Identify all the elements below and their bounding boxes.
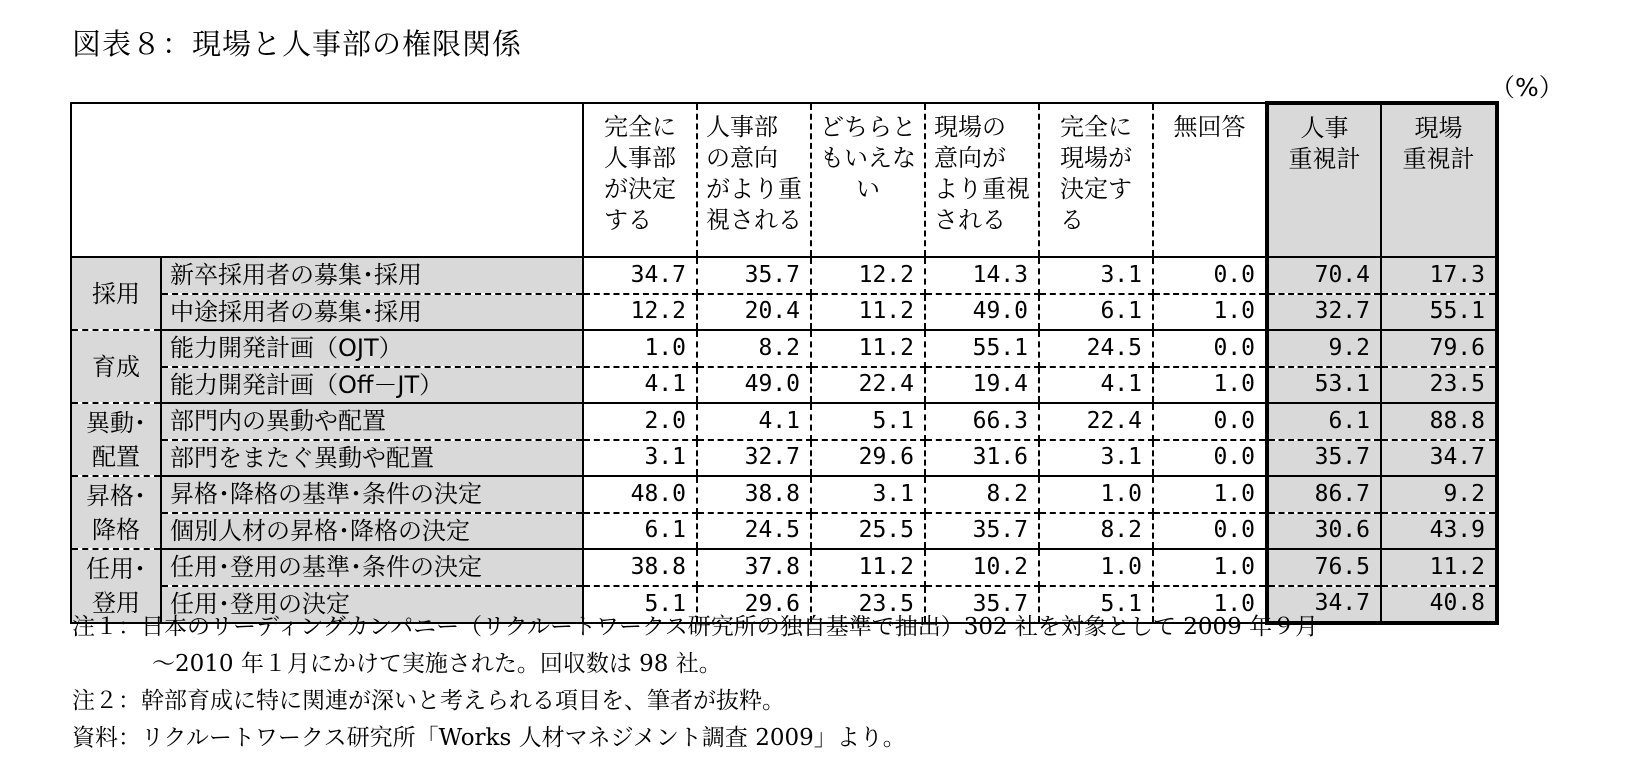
- sum-cell: 32.7: [1267, 294, 1381, 331]
- column-header-sum: 現場 重視計: [1381, 103, 1497, 257]
- column-header: 完全に 現場が 決定す る: [1039, 103, 1153, 257]
- value-cell: 12.2: [811, 257, 925, 294]
- value-cell: 37.8: [697, 549, 811, 586]
- sum-cell: 6.1: [1267, 403, 1381, 440]
- sum-cell: 70.4: [1267, 257, 1381, 294]
- row-label: 昇格･降格の基準･条件の決定: [161, 476, 583, 513]
- sum-cell: 11.2: [1381, 549, 1497, 586]
- table-row: [71, 476, 1497, 513]
- value-cell: 5.1: [811, 403, 925, 440]
- value-cell: 1.0: [1153, 586, 1267, 624]
- sum-cell: 43.9: [1381, 513, 1497, 550]
- category-cell: 育成: [71, 330, 161, 403]
- value-cell: 3.1: [1039, 257, 1153, 294]
- value-cell: 48.0: [583, 476, 697, 513]
- table-row: [71, 294, 1497, 331]
- value-cell: 3.1: [811, 476, 925, 513]
- table-row: [71, 367, 1497, 404]
- value-cell: 0.0: [1153, 330, 1267, 367]
- value-cell: 0.0: [1153, 257, 1267, 294]
- note-1-continued: ～2010 年１月にかけて実施された。回収数は 98 社。: [152, 651, 722, 677]
- value-cell: 8.2: [1039, 513, 1153, 550]
- value-cell: 20.4: [697, 294, 811, 331]
- category-cell: 昇格･ 降格: [71, 476, 161, 549]
- unit-label: （%）: [1490, 73, 1564, 102]
- column-header: 現場の 意向が より重視 される: [925, 103, 1039, 257]
- value-cell: 3.1: [583, 440, 697, 477]
- table-row: [71, 330, 1497, 367]
- table-row: [71, 403, 1497, 440]
- value-cell: 6.1: [583, 513, 697, 550]
- value-cell: 8.2: [925, 476, 1039, 513]
- sum-cell: 79.6: [1381, 330, 1497, 367]
- value-cell: 11.2: [811, 549, 925, 586]
- value-cell: 0.0: [1153, 440, 1267, 477]
- note-2: 注２：幹部育成に特に関連が深いと考えられる項目を、筆者が抜粋。: [72, 688, 785, 714]
- header-row: [71, 103, 1497, 257]
- value-cell: 19.4: [925, 367, 1039, 404]
- table-body: [71, 103, 1497, 623]
- value-cell: 14.3: [925, 257, 1039, 294]
- value-cell: 35.7: [925, 513, 1039, 550]
- value-cell: 22.4: [1039, 403, 1153, 440]
- row-label: 中途採用者の募集･採用: [161, 294, 583, 331]
- value-cell: 31.6: [925, 440, 1039, 477]
- sum-cell: 53.1: [1267, 367, 1381, 404]
- sum-cell: 88.8: [1381, 403, 1497, 440]
- sum-cell: 55.1: [1381, 294, 1497, 331]
- column-header: 人事部 の意向 がより重 視される: [697, 103, 811, 257]
- value-cell: 0.0: [1153, 403, 1267, 440]
- row-label: 任用･登用の基準･条件の決定: [161, 549, 583, 586]
- value-cell: 11.2: [811, 330, 925, 367]
- sum-cell: 34.7: [1267, 586, 1381, 624]
- value-cell: 32.7: [697, 440, 811, 477]
- row-label: 個別人材の昇格･降格の決定: [161, 513, 583, 550]
- value-cell: 24.5: [697, 513, 811, 550]
- header-corner: [71, 103, 583, 257]
- value-cell: 23.5: [811, 586, 925, 624]
- column-header: 完全に 人事部 が決定 する: [583, 103, 697, 257]
- page-title: 図表８：現場と人事部の権限関係: [72, 27, 523, 61]
- value-cell: 38.8: [697, 476, 811, 513]
- table-row: [71, 513, 1497, 550]
- value-cell: 12.2: [583, 294, 697, 331]
- sum-cell: 35.7: [1267, 440, 1381, 477]
- value-cell: 22.4: [811, 367, 925, 404]
- category-cell: 異動･ 配置: [71, 403, 161, 476]
- table-row: [71, 440, 1497, 477]
- value-cell: 1.0: [1039, 549, 1153, 586]
- value-cell: 49.0: [925, 294, 1039, 331]
- row-label: 能力開発計画（OJT）: [161, 330, 583, 367]
- value-cell: 8.2: [697, 330, 811, 367]
- value-cell: 24.5: [1039, 330, 1153, 367]
- sum-cell: 23.5: [1381, 367, 1497, 404]
- value-cell: 0.0: [1153, 513, 1267, 550]
- value-cell: 1.0: [1153, 476, 1267, 513]
- sum-cell: 40.8: [1381, 586, 1497, 624]
- value-cell: 29.6: [697, 586, 811, 624]
- row-label: 部門をまたぐ異動や配置: [161, 440, 583, 477]
- value-cell: 1.0: [1153, 549, 1267, 586]
- sum-cell: 30.6: [1267, 513, 1381, 550]
- sum-cell: 86.7: [1267, 476, 1381, 513]
- value-cell: 1.0: [1153, 367, 1267, 404]
- category-cell: 採用: [71, 257, 161, 330]
- value-cell: 1.0: [1039, 476, 1153, 513]
- row-label: 任用･登用の決定: [161, 586, 583, 624]
- value-cell: 4.1: [697, 403, 811, 440]
- row-label: 新卒採用者の募集･採用: [161, 257, 583, 294]
- note-1: 注１：日本のリーディングカンパニー（リクルートワークス研究所の独自基準で抽出）302 社を対象として 2009 年９月: [72, 614, 1319, 640]
- value-cell: 1.0: [583, 330, 697, 367]
- sum-cell: 9.2: [1267, 330, 1381, 367]
- value-cell: 11.2: [811, 294, 925, 331]
- value-cell: 66.3: [925, 403, 1039, 440]
- value-cell: 5.1: [583, 586, 697, 624]
- column-header: 無回答: [1153, 103, 1267, 257]
- sum-cell: 76.5: [1267, 549, 1381, 586]
- column-header: どちらと もいえな い: [811, 103, 925, 257]
- value-cell: 34.7: [583, 257, 697, 294]
- value-cell: 2.0: [583, 403, 697, 440]
- value-cell: 4.1: [1039, 367, 1153, 404]
- value-cell: 49.0: [697, 367, 811, 404]
- sum-cell: 9.2: [1381, 476, 1497, 513]
- value-cell: 29.6: [811, 440, 925, 477]
- sum-cell: 34.7: [1381, 440, 1497, 477]
- value-cell: 55.1: [925, 330, 1039, 367]
- value-cell: 10.2: [925, 549, 1039, 586]
- value-cell: 35.7: [697, 257, 811, 294]
- column-header-sum: 人事 重視計: [1267, 103, 1381, 257]
- row-label: 部門内の異動や配置: [161, 403, 583, 440]
- value-cell: 35.7: [925, 586, 1039, 624]
- table-row: [71, 549, 1497, 586]
- notes: [72, 609, 1318, 757]
- sum-cell: 17.3: [1381, 257, 1497, 294]
- value-cell: 6.1: [1039, 294, 1153, 331]
- table-row: [71, 257, 1497, 294]
- value-cell: 3.1: [1039, 440, 1153, 477]
- authority-table: [70, 101, 1499, 625]
- value-cell: 25.5: [811, 513, 925, 550]
- value-cell: 38.8: [583, 549, 697, 586]
- value-cell: 1.0: [1153, 294, 1267, 331]
- value-cell: 4.1: [583, 367, 697, 404]
- source-note: 資料：リクルートワークス研究所「Works 人材マネジメント調査 2009」より。: [72, 725, 906, 751]
- value-cell: 5.1: [1039, 586, 1153, 624]
- category-cell: 任用･ 登用: [71, 549, 161, 623]
- row-label: 能力開発計画（Off－JT）: [161, 367, 583, 404]
